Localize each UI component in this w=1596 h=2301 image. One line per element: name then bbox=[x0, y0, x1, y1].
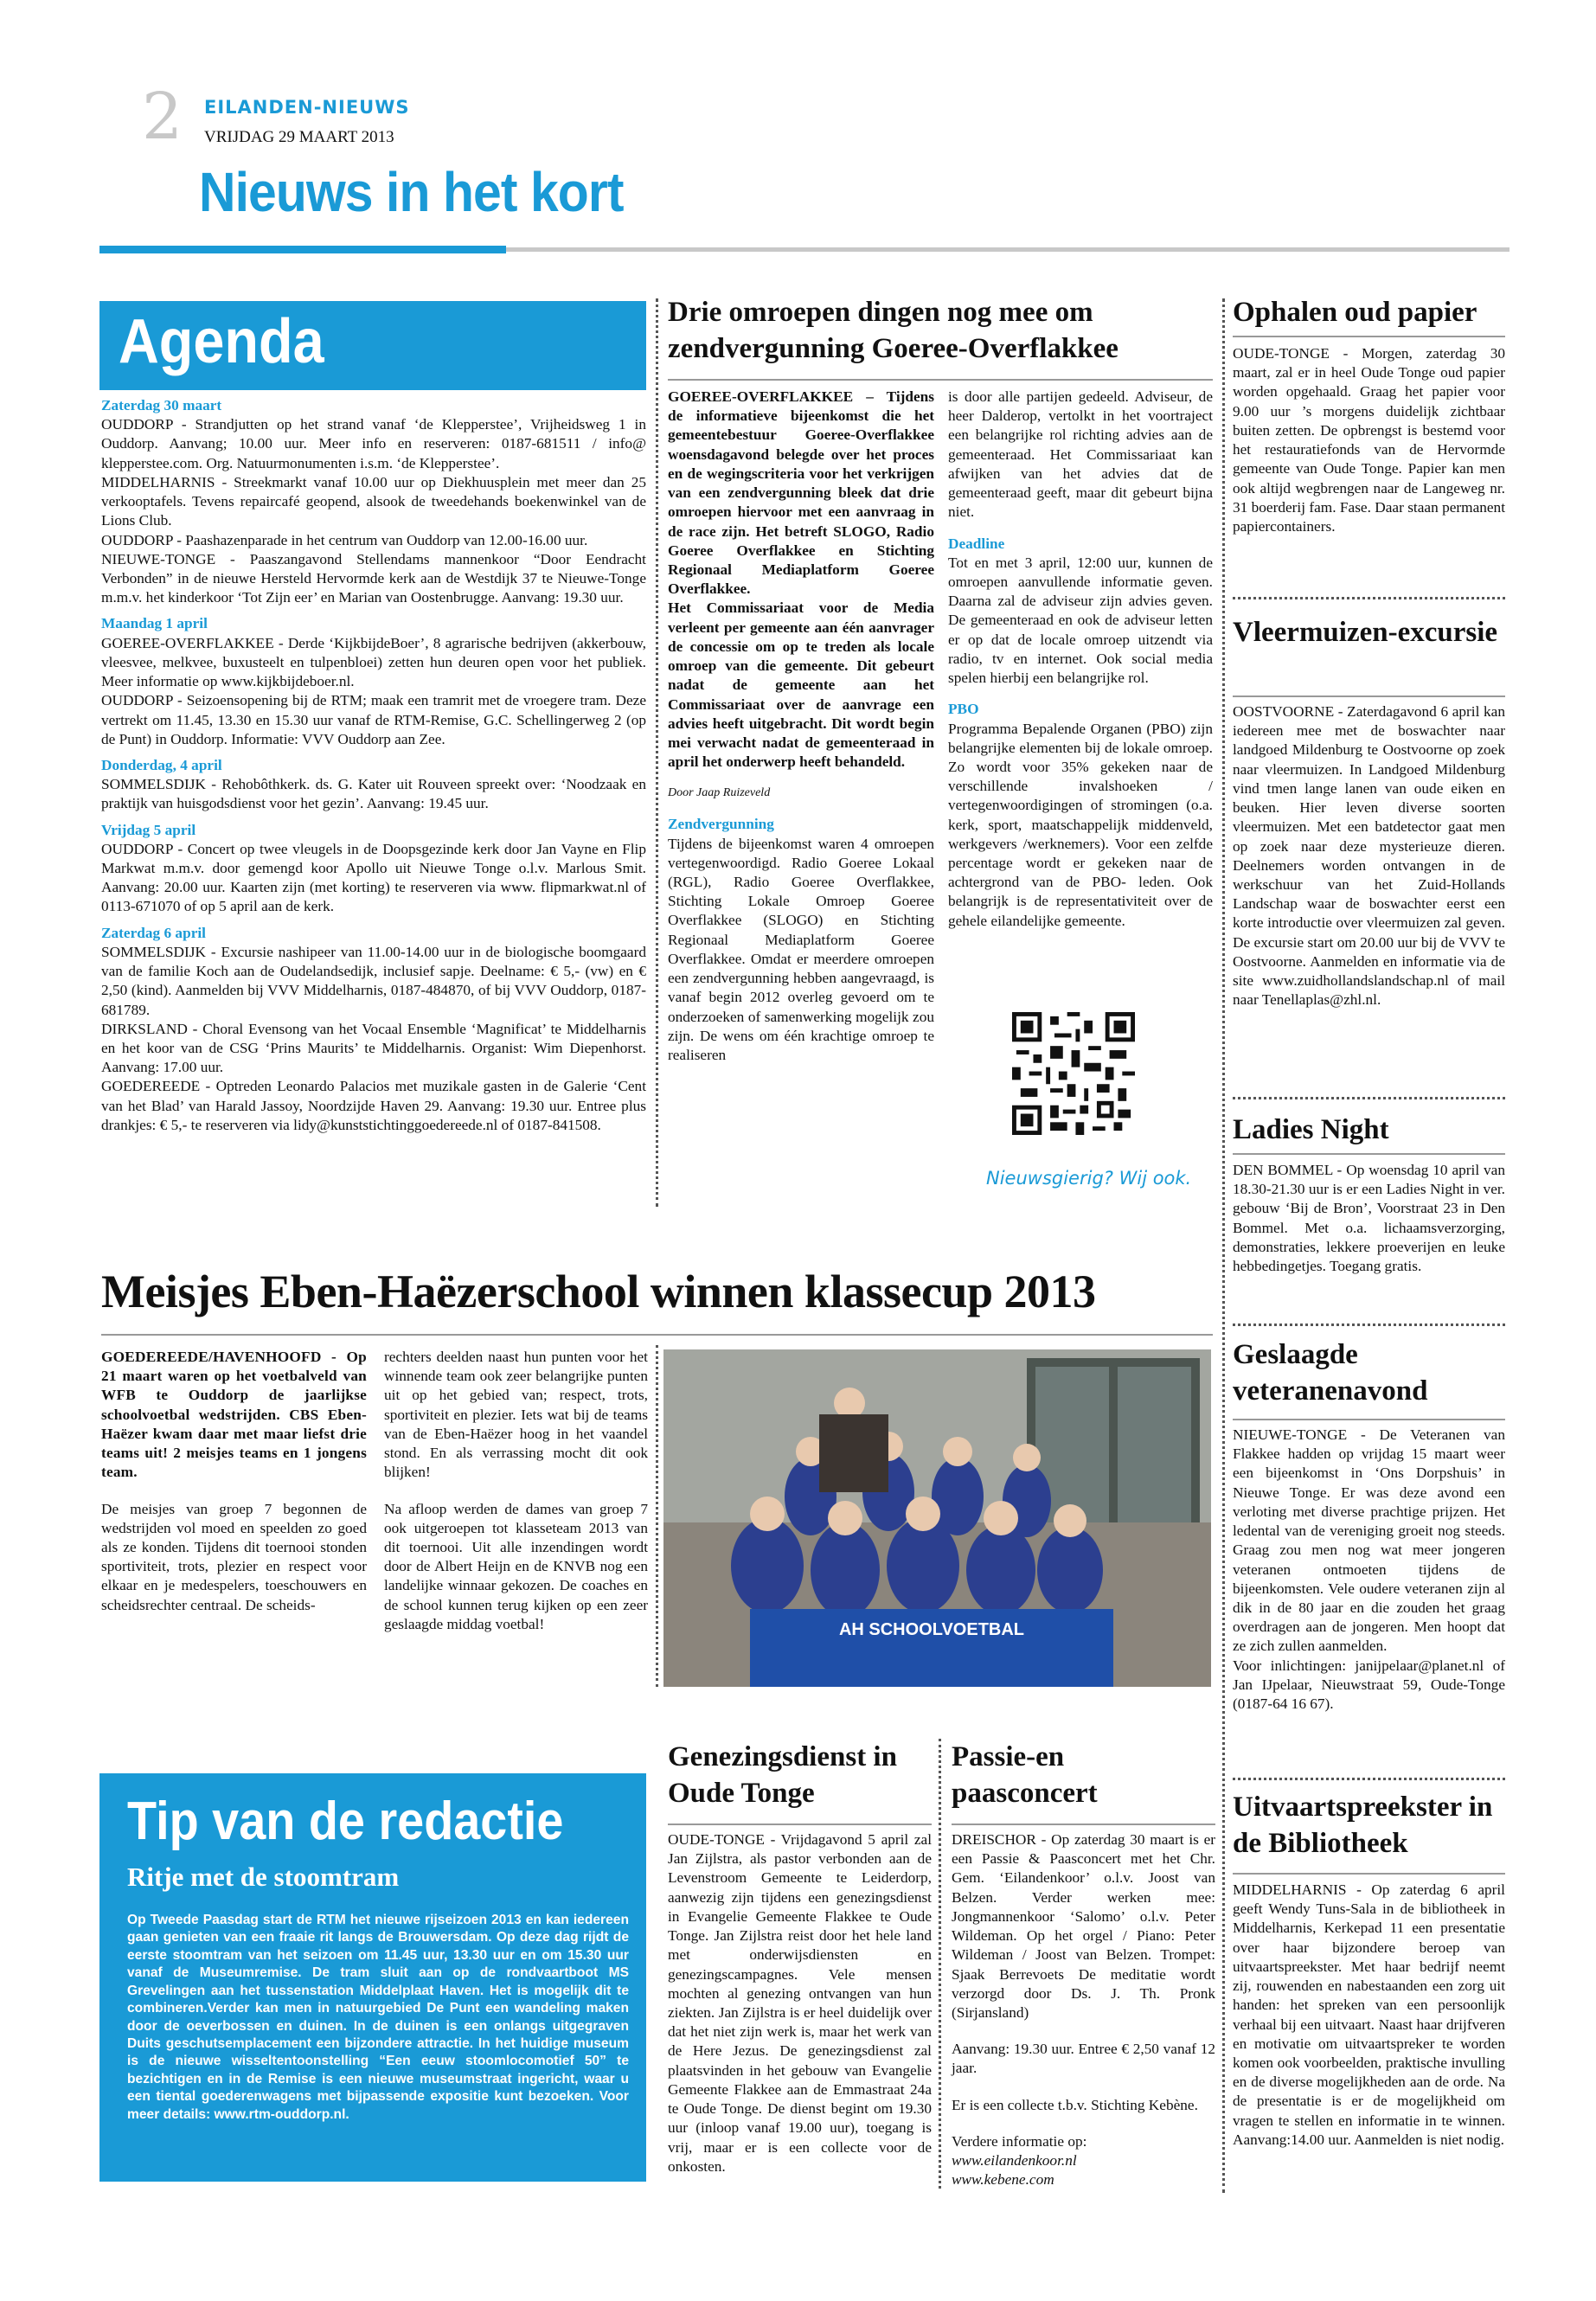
agenda-item: MIDDELHARNIS - Streekmarkt vanaf 10.00 uur op Diekhuusplein met meer dan 25 verkooptafels. Tevens repaircafé geopend, alsook de tweedehands boekenwinkel van de Lions Club. bbox=[101, 473, 646, 529]
omroep-body: Tot en met 3 april, 12:00 uur, kunnen de omroepen aanvullende informatie geven. Daarna zal de adviseur zijn advies geven. De gemeenteraad en ook de adviseur letten er op dat de locale omroep uitzendt via radio, tv en internet. Ook social media spelen hierbij een belangrijke rol. bbox=[948, 554, 1213, 687]
agenda-title: Agenda bbox=[119, 307, 324, 376]
genezing-body: OUDE-TONGE - Vrijdagavond 5 april zal Jan Zijlstra, als pastor verbonden aan de Levenstroom Gemeente te Leiderdorp, aanwezig zijn tijdens een genezingsdienst in Evangelie Gemeente Flakkee te Oude Tonge. Jan Zijlstra reist door het hele land met onderwijsdiensten en genezingscampagnes. Vele mensen mochten al genezing ontvangen van hun ziekten. Jan Zijlstra is er heel duidelijk over dat het niet zijn werk is, maar het werk van de Here Jezus. De genezingsdienst zal plaatsvinden in het gebouw van Evangelie Gemeente Flakkee aan de Emmastraat 24a te Oude Tonge. De dienst begint om 19.30 uur (inloop vanaf 19.00 uur), toegang is vrij, maar er is een collecte voor de onkosten. bbox=[668, 1831, 932, 2175]
klassecup-body: De meisjes van groep 7 begonnen de wedstrijden vol moed en speelden zo goed als ze konden. Tijdens dit toernooi stonden sportiviteit, trots, plezier en respect voor elkaar en je medespelers, toeschouwers en scheidsrechter centraal. De scheids- bbox=[101, 1500, 367, 1613]
column-separator bbox=[656, 298, 658, 1207]
page-number: 2 bbox=[142, 80, 183, 154]
agenda-item: GOEDEREEDE - Optreden Leonardo Palacios met muzikale gasten in de Galerie ‘Cent van het Blad’ van Harald Jassoy, Noordzijde Haven 29. Aanvang: 19.30 uur. Entree plus drankjes: € 5,- te reserveren via lidy@kunststichtinggoedereede.nl of 0187-841508. bbox=[101, 1078, 646, 1133]
omroep-rule bbox=[668, 379, 1213, 381]
sidebar-body: MIDDELHARNIS - Op zaterdag 6 april geeft Wendy Tuns-Sala in de bibliotheek in Middelharnis, Kerkepad 11 een presentatie over haar bijzondere beroep van uitvaartspreekster. Met haar bedrijf neemt zij, rouwenden en nabestaanden een zorg uit handen: het spreken van een persoonlijk verhaal bij een uitvaart. Naast haar drijfveren en motivatie om uitvaartspreker te worden komen ook voorbeelden, praktische invulling en de diverse mogelijkheden aan de orde. Na de presentatie is er de mogelijkheid om vragen te stellen en informatie in te winnen. Aanvang:14.00 uur. Aanmelden is niet nodig. bbox=[1233, 1881, 1505, 2148]
klassecup-lead: GOEDEREEDE/HAVENHOOFD - Op 21 maart waren op het voetbalveld van WFB te Ouddorp de jaarlijkse schoolvoetbal wedstrijden. CBS Eben-Haëzer kwam daar met maar liefst drie teams uit! 2 meisjes teams en 1 jongens team. bbox=[101, 1349, 367, 1481]
sidebar-headline: Ophalen oud papier bbox=[1233, 297, 1477, 328]
klassecup-col-1 bbox=[101, 1348, 367, 1615]
agenda-header bbox=[99, 301, 646, 390]
omroep-subhead: Deadline bbox=[948, 535, 1005, 552]
tip-title: Tip van de redactie bbox=[127, 1791, 564, 1851]
sidebar-separator bbox=[1233, 1097, 1505, 1099]
passie-headline: Passie-en paasconcert bbox=[952, 1741, 1098, 1810]
passie-rule bbox=[952, 1823, 1215, 1825]
passie-link[interactable]: www.kebene.com bbox=[952, 2171, 1054, 2189]
agenda-item: DIRKSLAND - Choral Evensong van het Vocaal Ensemble ‘Magnificat’ te Middelharnis en het koor van de CSG ‘Prins Maurits’ te Middelharnis. Organist: Wim Diepenhorst. Aanvang: 17.00 uur. bbox=[101, 1020, 646, 1076]
sidebar-body: NIEUWE-TONGE - De Veteranen van Flakkee hadden op vrijdag 15 maart weer een bijeenkomst in ‘Ons Dorpshuis’ in Nieuwe Tonge. Er was deze avond een verloting met diverse prachtige prijzen. Het ledental van de vereniging groeit nog steeds. Graag zou men nog wat meer jongeren veteranen ontmoeten tijdens de bijeenkomsten. Vele oudere veteranen zijn al dik in de 80 jaar en die zouden het graag overdragen aan de jongeren. Men hoopt dat ze zich zullen aanmelden. bbox=[1233, 1426, 1505, 1655]
sidebar-rule bbox=[1233, 336, 1505, 337]
agenda-item: GOEREE-OVERFLAKKEE - Derde ‘KijkbijdeBoer’, 8 agrarische bedrijven (akkerbouw, vleesvee, melkvee, buxusteelt en tulpenbloei) zetten hun deuren open voor het publiek. Meer informatie op www.kijkbijdeboer.nl. bbox=[101, 634, 646, 690]
agenda-item: OUDDORP - Strandjutten op het strand vanaf ‘de Klepperstee’, Vrijheidsweg 1 in Ouddorp. Aanvang; 10.00 uur. Meer info en reserveren: 0187-681511 / info@ klepperstee.com. Org. Natuurmonumenten i.s.m. ‘de Klepperstee’. bbox=[101, 416, 646, 471]
agenda-day: Maandag 1 april bbox=[101, 615, 208, 632]
qr-slogan: Nieuwsgierig? Wij ook. bbox=[986, 1168, 1192, 1189]
klassecup-rule bbox=[101, 1334, 1213, 1336]
passie-body: Er is een collecte t.b.v. Stichting Kebène. bbox=[952, 2096, 1198, 2113]
sidebar-rule bbox=[1233, 1873, 1505, 1875]
omroep-lead-2: Het Commissariaat voor de Media verleent per gemeente aan één aanvrager de concessie om op te treden als locale omroep van die gemeente. Dit gebeurt nadat de gemeente aan het Commissariaat over de aanvrage een advies heeft uitgebracht. Dit wordt begin mei verwacht nadat de gemeenteraad in april het onderwerp heeft behandeld. bbox=[668, 599, 934, 771]
klassecup-col-2 bbox=[384, 1348, 648, 1634]
sidebar-article bbox=[1233, 1426, 1505, 1714]
omroep-lead: GOEREE-OVERFLAKKEE – Tijdens de informatieve bijeenkomst die het gemeentebestuur Goeree-Overflakkee woensdagavond belegde over het proces en de wegingscriteria voor het verkrijgen van een zendvergunning bleek dat drie omroepen hiervoor met een aanvraag in de race zijn. Het betreft SLOGO, Radio Goeree Overflakkee en Stichting Regionaal Mediaplatform Goeree Overflakkee. bbox=[668, 388, 934, 598]
column-separator bbox=[939, 1739, 941, 2189]
newspaper-logo: EILANDEN-NIEUWS bbox=[204, 97, 410, 118]
tip-subtitle: Ritje met de stoomtram bbox=[127, 1862, 400, 1892]
agenda-item: OUDDORP - Seizoensopening bij de RTM; maak een tramrit met de vroegere tram. Deze vertrekt om 11.45, 13.30 en 15.30 uur vanaf de RTM-Remise, G.C. Schellingerweg 2 (op de Punt) in Ouddorp. Informatie: VVV Ouddorp aan Zee. bbox=[101, 692, 646, 747]
sidebar-headline: Ladies Night bbox=[1233, 1114, 1389, 1145]
omroep-col-1 bbox=[668, 388, 934, 1065]
agenda-list bbox=[101, 396, 646, 1135]
klassecup-body: Na afloop werden de dames van groep 7 ook uitgeroepen tot klasseteam 2013 van dit toernooi. Uit alle inzendingen wordt door de Albert Heijn en de KNVB nog een landelijke winnaar gekozen. De coaches en de school kunnen terug kijken op een zeer geslaagde middag voetbal! bbox=[384, 1500, 648, 1632]
omroep-headline: Drie omroepen dingen nog mee om zendvergunning Goeree-Overflakkee bbox=[668, 297, 1118, 365]
column-separator bbox=[656, 1345, 658, 1687]
issue-date: VRIJDAG 29 MAART 2013 bbox=[204, 128, 394, 146]
sidebar-rule bbox=[1233, 1419, 1505, 1420]
omroep-byline: Door Jaap Ruizeveld bbox=[668, 786, 771, 800]
sidebar-headline: Uitvaartspreekster in de Bibliotheek bbox=[1233, 1791, 1493, 1860]
passie-article bbox=[952, 1830, 1215, 2190]
sidebar-separator bbox=[1233, 1324, 1505, 1326]
section-rule-blue bbox=[99, 246, 506, 253]
section-title: Nieuws in het kort bbox=[199, 161, 624, 223]
sidebar-headline: Geslaagde veteranenavond bbox=[1233, 1339, 1428, 1407]
genezing-rule bbox=[668, 1823, 932, 1825]
omroep-body: Tijdens de bijeenkomst waren 4 omroepen vertegenwoordigd. Radio Goeree Lokaal (RGL), Radio Goeree Overflakkee, Stichting Lokale Omroep Goeree Overflakkee (SLOGO) en Stichting Regionaal Mediaplatform Goeree Overflakkee. Omdat er meerdere omroepen een zendvergunning hebben aangevraagd, is vanaf begin 2012 overleg gevoerd om te onderzoeken of samenwerking mogelijk zou zijn. De wens om één krachtige omroep te realiseren bbox=[668, 835, 934, 1063]
omroep-subhead: Zendvergunning bbox=[668, 816, 774, 833]
sidebar-body: OOSTVOORNE - Zaterdagavond 6 april kan iedereen mee met de boswachter naar landgoed Mildenburg te Oostvoorne op zoek naar vleermuizen. In Landgoed Mildenburg vind tmen lange lanen van oude eiken en beuken. Hier leven diverse soorten vleermuizen. Met een batdetector gaat men op zoek naar deze mysterieuze dieren. Deelnemers worden ontvangen in de werkschuur van het Zuid-Hollands Landschap waar de boswachter eerst een korte introductie over vleermuizen zal geven. De excursie start om 20.00 uur bij de VVV te Oostvoorne. Aanmelden en informatie via de site www.zuidhollandslandschap.nl of mail naar Tenellaplas@zhl.nl. bbox=[1233, 703, 1505, 1009]
passie-body: Aanvang: 19.30 uur. Entree € 2,50 vanaf 12 jaar. bbox=[952, 2041, 1215, 2077]
passie-body: DREISCHOR - Op zaterdag 30 maart is er een Passie & Paasconcert met het Chr. Gem. ‘Eilandenkoor’ o.l.v. Joost van Belzen. Verder werken mee: Jongmannenkoor ‘Salomo’ o.l.v. Peter Wildeman. Op het orgel / Piano: Peter Wildeman / Joost van Belzen. Trompet: Sjaak Berrevoets De meditatie wordt verzorgd door Ds. J. Th. Pronk (Sirjansland) bbox=[952, 1831, 1215, 2021]
sidebar-rule bbox=[1233, 695, 1505, 697]
section-rule-grey bbox=[506, 247, 1509, 252]
banner-text: AH SCHOOLVOETBAL bbox=[838, 1620, 1025, 1639]
agenda-item: OUDDORP - Concert op twee vleugels in de Doopsgezinde kerk door Jan Vayne en Flip Markwat m.m.v. door gemengd koor Apollo uit Nieuwe Tonge o.l.v. Marlous Smit. Aanvang: 20.00 uur. Kaarten zijn (met korting) te reserveren via www. flipmarkwat.nl of 0113-671070 of op 5 april aan de kerk. bbox=[101, 840, 646, 915]
omroep-subhead: PBO bbox=[948, 701, 979, 718]
omroep-body: is door alle partijen gedeeld. Adviseur, de heer Dalderop, vertolkt in het voortraject een belangrijke rol richting advies aan de gemeenteraad. Het Commissariaat kan afwijken van het advies dat de gemeenteraad geeft, maar dit gebeurt bijna niet. bbox=[948, 388, 1213, 521]
agenda-day: Zaterdag 6 april bbox=[101, 924, 206, 941]
sidebar-body: Voor inlichtingen: janijpelaar@planet.nl of Jan IJpelaar, Nieuwstraat 59, Oude-Tonge (0187-64 16 67). bbox=[1233, 1657, 1505, 1713]
agenda-item: OUDDORP - Paashazenparade in het centrum van Ouddorp van 12.00-16.00 uur. bbox=[101, 531, 588, 548]
tip-box bbox=[99, 1773, 646, 2182]
agenda-item: SOMMELSDIJK - Excursie nashipeer van 11.00-14.00 uur in de biologische boomgaard van de familie Koch aan de Oudelandsedijk, inclusief sapje. Deelname: € 5,- (vw) en € 2,50 (kind). Aanmelden bij VVV Middelharnis, 0187-484870, of bij VVV Ouddorp, 0187-681789. bbox=[101, 943, 646, 1018]
agenda-day: Vrijdag 5 april bbox=[101, 821, 196, 838]
sidebar-body: OUDE-TONGE - Morgen, zaterdag 30 maart, zal er in heel Oude Tonge oud papier worden opgehaald. Graag het papier voor 9.00 uur ’s morgens duidelijk zichtbaar buiten zetten. De opbrengst is bestemd voor het restauratiefonds van de Hervormde gemeente van Oude Tonge. Papier kan men ook altijd wegbrengen naar de Langeweg nr. 31 boerderij fam. Fase. Daar staan permanent papiercontainers. bbox=[1233, 345, 1505, 535]
sidebar-separator bbox=[1233, 1778, 1505, 1780]
qr-code[interactable] bbox=[1012, 1012, 1135, 1135]
klassecup-body: rechters deelden naast hun punten voor het winnende team ook zeer belangrijke punten uit op het gebied van; respect, trots, sportiviteit en plezier. Iets wat bij de teams van de Eben-Haëzer hoog in het vaandel stond. En als verrassing mocht dit ook blijken! bbox=[384, 1349, 648, 1481]
tip-body: Op Tweede Paasdag start de RTM het nieuwe rijseizoen 2013 en kan iedereen gaan genieten van een fraaie rit langs de Brouwersdam. Op deze dag rijdt de eerste stoomtram van het seizoen om 11.45 uur, 13.30 uur en om 15.30 uur vanaf de Museumremise. De tram sluit aan op de rondvaartboot MS Grevelingen aan het tussenstation Middelplaat Haven. Het is mogelijk dit te combineren.Verder kan men in natuurgebied De Punt een wandeling maken door de oeverbossen en duinen. In de duinen is een onlangs uitgegraven Duits geschutsemplacement een bijzondere attractie. In het huidige museum is de nieuwe wisseltentoonstelling “Een eeuw stoomlocomotief 50” te bezichtigen en in de Remise is een nieuwe museumstraat ingericht, waar u een tiental goederenwagens met bijpassende expositie kunt bezoeken. Voor meer details: www.rtm-ouddorp.nl. bbox=[127, 1913, 629, 2122]
agenda-day: Zaterdag 30 maart bbox=[101, 397, 222, 413]
agenda-item: NIEUWE-TONGE - Paaszangavond Stellendams mannenkoor “Door Eendracht Verbonden” in de nieuwe Hersteld Hervormde kerk aan de Westdijk 37 te Nieuwe-Tonge m.m.v. het kinderkoor ‘Tot Zijn eer’ en Marian van Oostenbrugge. Aanvang: 19.30 uur. bbox=[101, 550, 646, 606]
omroep-col-2 bbox=[948, 388, 1213, 931]
sidebar-headline: Vleermuizen-excursie bbox=[1233, 617, 1498, 648]
genezing-headline: Genezingsdienst in Oude Tonge bbox=[668, 1741, 897, 1810]
passie-body: Verdere informatie op: bbox=[952, 2132, 1087, 2150]
omroep-body: Programma Bepalende Organen (PBO) zijn belangrijke elementen bij de lokale omroep. Zo wordt voor 35% gekeken naar de verschillende invalshoeken / vertegenwoordigingen of stromingen (o.a. kerk, sport, maatschappelijk middenveld, werkgevers /werknemers). Voor een zelfde percentage wordt er gekeken naar de achtergrond van de PBO- leden. Ook belangrijk is de representativiteit over de gehele eilandelijke gemeente. bbox=[948, 720, 1213, 929]
sidebar-rule bbox=[1233, 1153, 1505, 1155]
agenda-day: Donderdag, 4 april bbox=[101, 756, 222, 773]
team-photo bbox=[663, 1349, 1211, 1687]
sidebar-body: DEN BOMMEL - Op woensdag 10 april van 18.30-21.30 uur is er een Ladies Night in ver. gebouw ‘Bij de Bron’, Voorstraat 23 in Den Bommel. Met o.a. lichaamsverzorging, demonstraties, lekkere proeverijen en leuke hebbedingetjes. Toegang gratis. bbox=[1233, 1162, 1505, 1275]
passie-link[interactable]: www.eilandenkoor.nl bbox=[952, 2152, 1077, 2170]
column-separator bbox=[1222, 298, 1225, 2193]
team-photo-illustration bbox=[663, 1349, 1211, 1687]
sidebar-separator bbox=[1233, 597, 1505, 599]
klassecup-headline: Meisjes Eben-Haëzerschool winnen klassecup 2013 bbox=[101, 1266, 1096, 1317]
agenda-item: SOMMELSDIJK - Rehobôthkerk. ds. G. Kater uit Rouveen spreekt over: ‘Noodzaak en praktijk van huisgodsdienst voor het gezin’. Aanvang: 19.45 uur. bbox=[101, 776, 646, 812]
